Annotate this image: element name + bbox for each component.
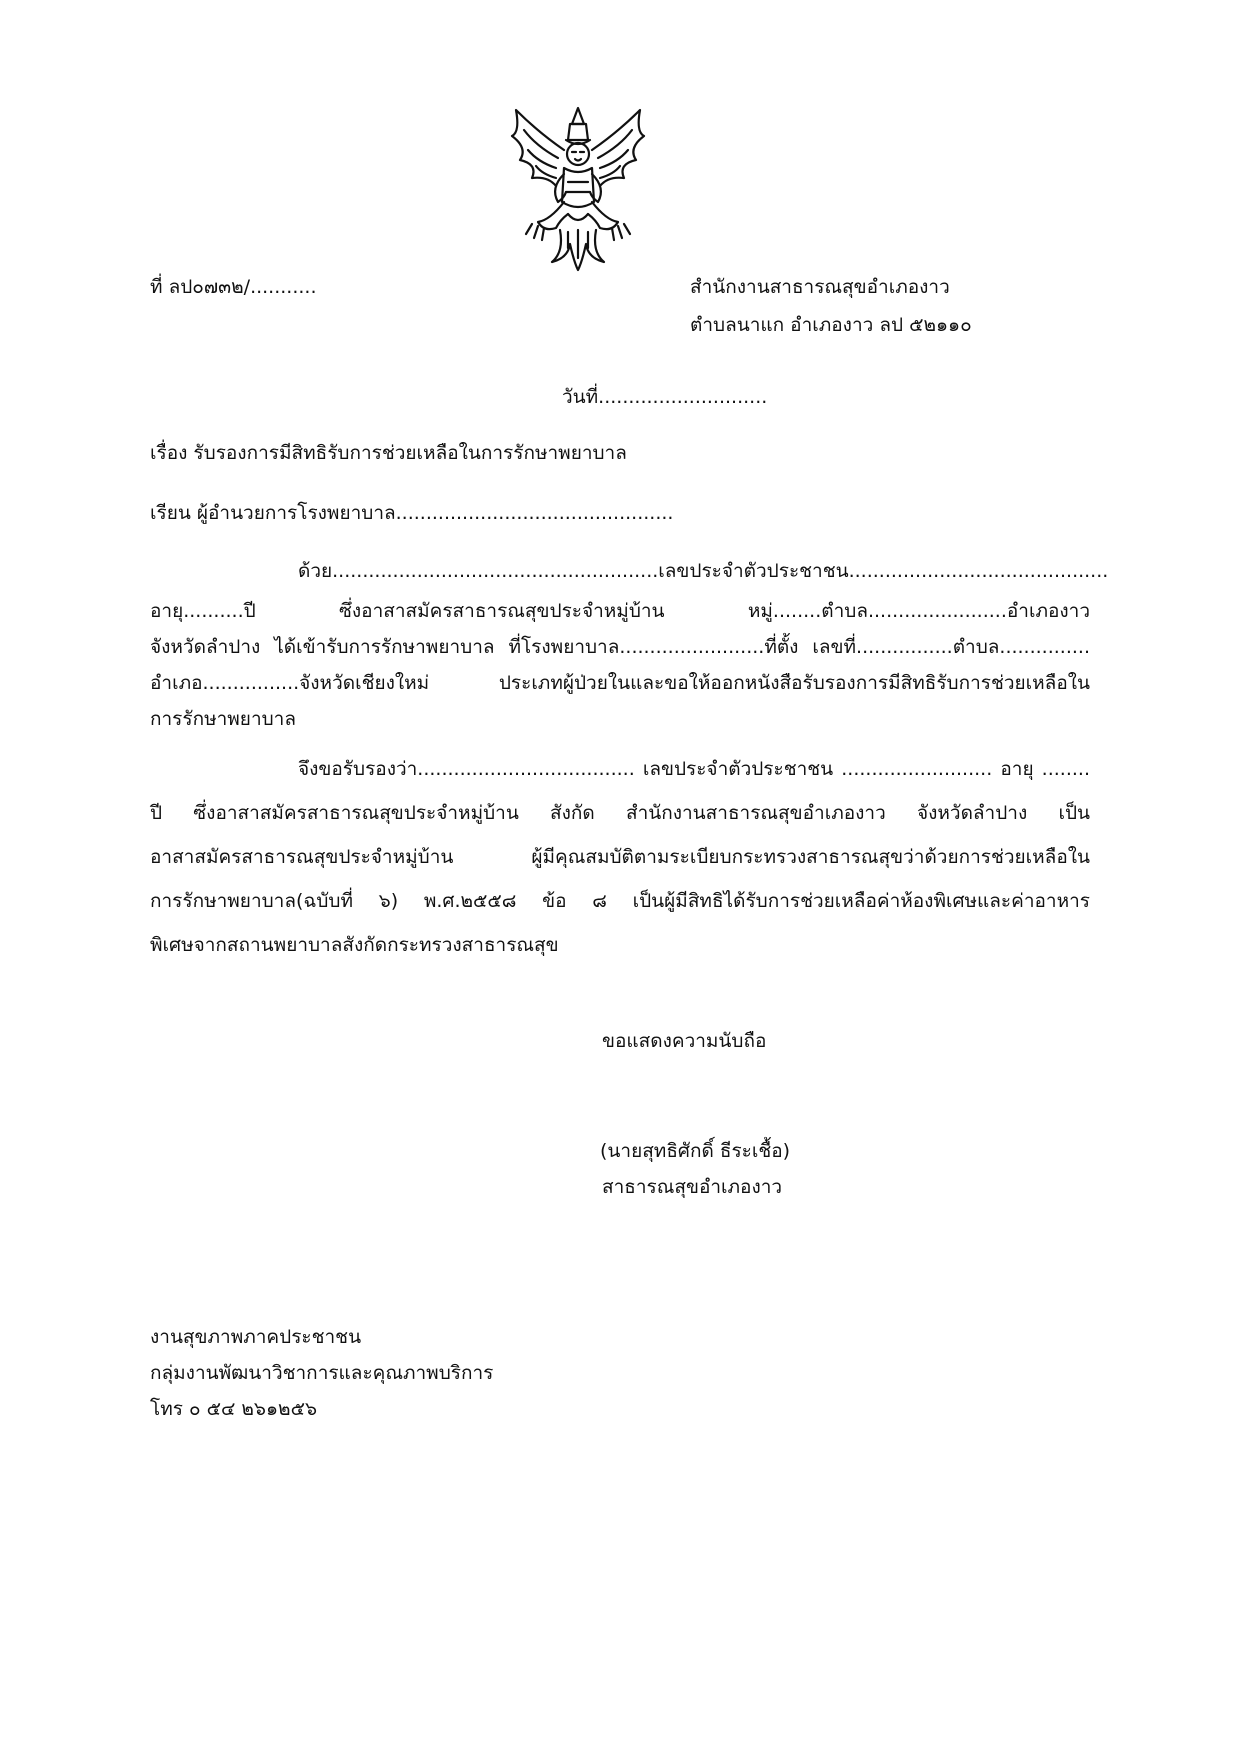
footer-phone: โทร ๐ ๕๔ ๒๖๑๒๕๖: [150, 1398, 318, 1420]
para2-line5: พิเศษจากสถานพยาบาลสังกัดกระทรวงสาธารณสุข: [150, 934, 559, 956]
office-name: สำนักงานสาธารณสุขอำเภองาว: [690, 276, 950, 298]
para1-line4: อำเภอ................จังหวัดเชียงใหม่ ประเภทผู้ป่วยในและขอให้ออกหนังสือรับรองการมีสิทธิรับการช่วยเหลือใน: [150, 672, 1090, 694]
para1-line1: ด้วย......................................................เลขประจำตัวประชาชน...........................................: [298, 560, 1109, 582]
para1-line2: อายุ..........ปี ซึ่งอาสาสมัครสาธารณสุขประจำหมู่บ้าน หมู่........ตำบล.......................อำเภองาว: [150, 600, 1090, 622]
para1-line3: จังหวัดลำปาง ได้เข้ารับการรักษาพยาบาล ที่โรงพยาบาล........................ที่ตั้ง เลขที่................ตำบล...............: [150, 636, 1090, 658]
reference-number: ที่ ลป๐๗๓๒/...........: [150, 276, 317, 298]
para2-line3: อาสาสมัครสาธารณสุขประจำหมู่บ้าน ผู้มีคุณสมบัติตามระเบียบกระทรวงสาธารณสุขว่าด้วยการช่วยเหลือใน: [150, 846, 1090, 868]
footer-department: งานสุขภาพภาคประชาชน: [150, 1326, 362, 1348]
recipient-line: เรียน ผู้อำนวยการโรงพยาบาล..............................................: [150, 502, 674, 524]
closing-line: ขอแสดงความนับถือ: [602, 1030, 767, 1052]
footer-division: กลุ่มงานพัฒนาวิชาการและคุณภาพบริการ: [150, 1362, 494, 1384]
office-address: ตำบลนาแก อำเภองาว ลป ๕๒๑๑๐: [690, 314, 972, 336]
para1-line5: การรักษาพยาบาล: [150, 708, 296, 730]
signer-name: (นายสุทธิศักดิ์ ธีระเชื้อ): [600, 1140, 791, 1162]
signer-title: สาธารณสุขอำเภองาว: [602, 1176, 783, 1198]
para2-line4: การรักษาพยาบาล(ฉบับที่ ๖) พ.ศ.๒๕๕๘ ข้อ ๘ เป็นผู้มีสิทธิได้รับการช่วยเหลือค่าห้องพิเศษและค่าอาหาร: [150, 890, 1090, 912]
subject-line: เรื่อง รับรองการมีสิทธิรับการช่วยเหลือในการรักษาพยาบาล: [150, 442, 627, 464]
para2-line1: จึงขอรับรองว่า.................................... เลขประจำตัวประชาชน ......................... อายุ ........: [298, 758, 1090, 780]
garuda-emblem-icon: [498, 102, 658, 274]
para2-line2: ปี ซึ่งอาสาสมัครสาธารณสุขประจำหมู่บ้าน สังกัด สำนักงานสาธารณสุขอำเภองาว จังหวัดลำปาง เป็น: [150, 802, 1090, 824]
date-line: วันที่............................: [562, 386, 768, 408]
